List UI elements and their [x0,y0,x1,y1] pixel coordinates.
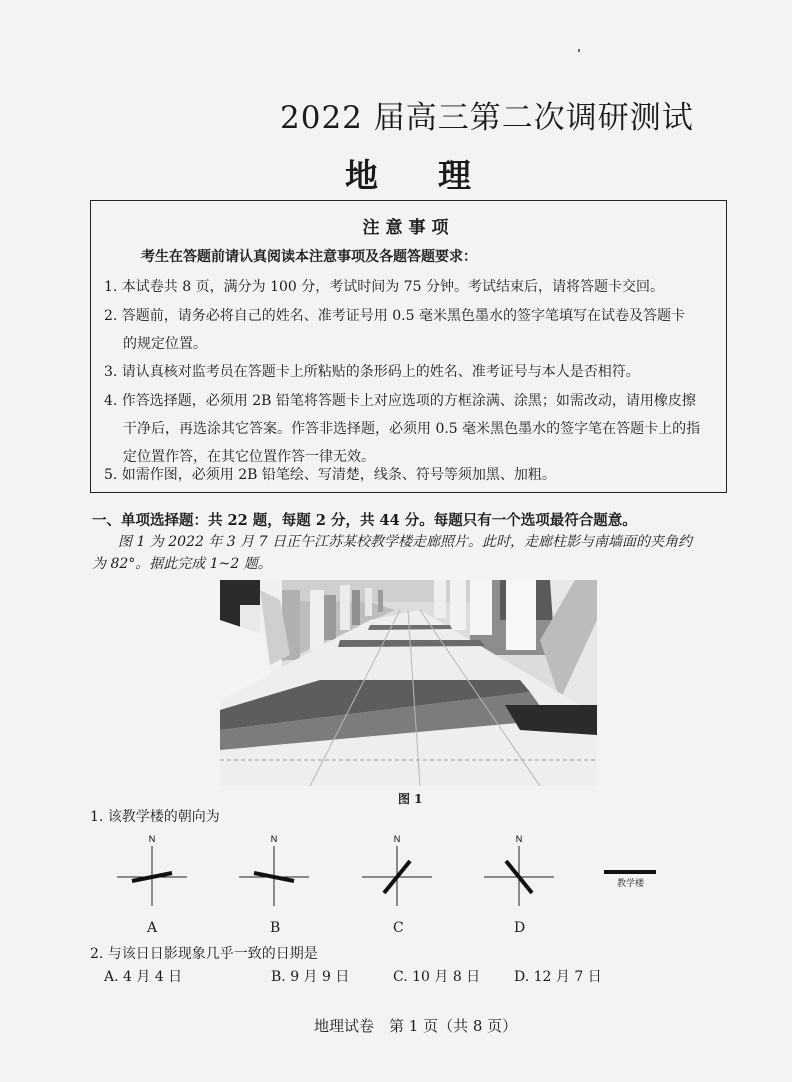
choice-a: A. 4 月 4 日 [104,969,183,985]
legend-label: 教学楼 [617,879,645,889]
notice-item-4-cont2: 定位置作答，在其它位置作答一律无效。 [123,449,375,465]
notice-item-1: 1. 本试卷共 8 页，满分为 100 分，考试时间为 75 分钟。考试结束后，请将答题卡交回。 [104,279,664,295]
north-label: N [270,834,278,844]
question-stem-line-2: 为 82°。据此完成 1~2 题。 [92,556,272,572]
north-label: N [148,834,156,844]
notice-item-2-cont: 的规定位置。 [123,336,207,352]
notice-item-5: 5. 如需作图，必须用 2B 铅笔绘、写清楚，线条、符号等须加黑、加粗。 [104,467,556,483]
compass-option-b [239,833,309,908]
option-label-c: C [393,920,404,936]
legend-building-line [604,869,656,875]
figure-caption: 图 1 [398,792,423,806]
option-label-b: B [270,920,281,936]
notice-box [90,200,727,493]
option-label-d: D [514,920,526,936]
question-stem-line-1: 图 1 为 2022 年 3 月 7 日正午江苏某校教学楼走廊照片。此时，走廊柱影与南墙面的夹角约 [118,534,692,550]
compass-option-d [484,833,554,908]
choice-b: B. 9 月 9 日 [271,969,350,985]
option-label-a: A [147,920,158,936]
compass-option-a [117,833,187,908]
page-footer: 地理试卷 第 1 页（共 8 页） [314,1017,518,1035]
north-label: N [393,834,401,844]
question-1-text: 1. 该教学楼的朝向为 [90,809,220,825]
notice-item-3: 3. 请认真核对监考员在答题卡上所粘贴的条形码上的姓名、准考证号与本人是否相符。 [104,364,640,380]
notice-item-2: 2. 答题前，请务必将自己的姓名、准考证号用 0.5 毫米黑色墨水的签字笔填写在试卷及答题卡 [104,308,685,324]
notice-intro: 考生在答题前请认真阅读本注意事项及各题答题要求： [141,249,477,265]
choice-c: C. 10 月 8 日 [393,969,481,985]
section-title: 一、单项选择题：共 22 题，每题 2 分，共 44 分。每题只有一个选项最符合题意。 [92,512,637,529]
notice-item-4-cont1: 干净后，再选涂其它答案。作答非选择题，必须用 0.5 毫米黑色墨水的签字笔在答题卡上的指 [123,421,701,437]
subject-title: 地理 [345,156,531,195]
compass-option-c [362,833,432,908]
exam-title: 2022 届高三第二次调研测试 [280,100,694,136]
notice-heading: 注意事项 [362,218,455,238]
north-label: N [515,834,523,844]
choice-d: D. 12 月 7 日 [514,969,602,985]
notice-item-4: 4. 作答选择题，必须用 2B 铅笔将答题卡上对应选项的方框涂满、涂黑；如需改动，请用橡皮擦 [104,393,696,409]
scan-speck [578,49,580,52]
corridor-photo [220,580,597,786]
question-2-text: 2. 与该日日影现象几乎一致的日期是 [90,946,318,962]
